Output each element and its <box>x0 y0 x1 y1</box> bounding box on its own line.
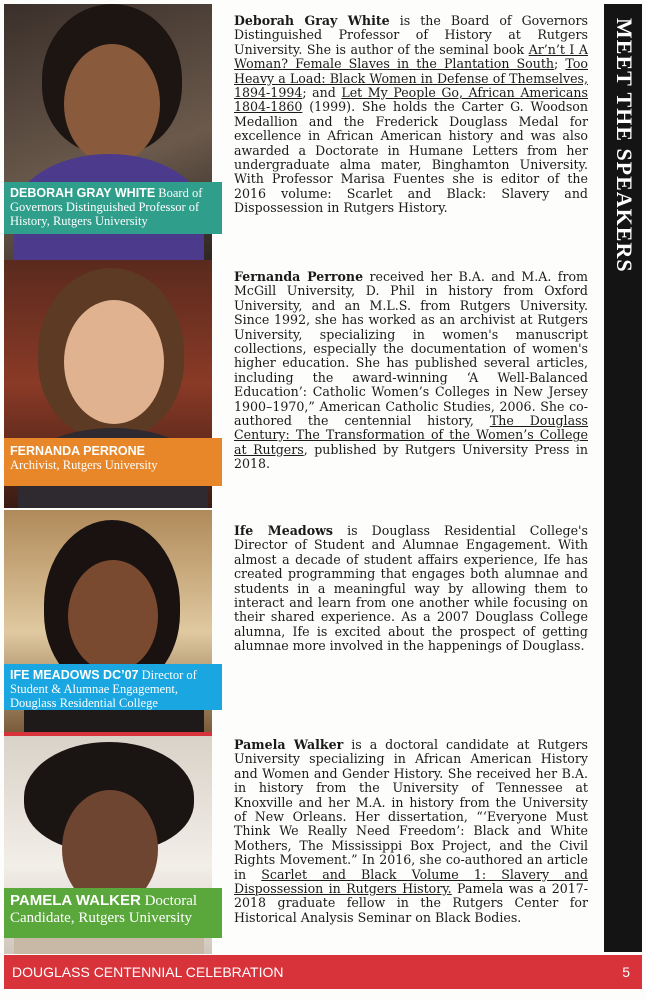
footer-title: DOUGLASS CENTENNIAL CELEBRATION <box>12 964 284 980</box>
speaker-caption-meadows <box>4 664 222 710</box>
bio-text: is a doctoral candidate at Rutgers University specializing in African American History and Women and Gender History. She received her B.A. in history from the University of Tennessee at Knoxville and her M.A. in history from the University of New Orleans. Her dissertation, “‘Everyone Must Think We Really Need Freedom’: Black and White Mothers, The Mississippi Box Project, and the Civil Rights Movement.” In 2016, she co-authored an article in <box>234 737 588 882</box>
bio-text: is the Board of Governors Distinguished Professor of History at Rutgers University. She is author of the seminal book <box>234 13 588 57</box>
page-number: 5 <box>622 964 630 980</box>
caption-role: Director of Student & Alumnae Engagement, Douglass Residential College <box>10 668 197 710</box>
caption-name: FERNANDA PERRONE <box>10 444 145 458</box>
footer-bar <box>4 955 642 989</box>
caption-role: Archivist, Rutgers University <box>10 458 158 472</box>
bio-text: ; <box>554 56 566 72</box>
bio-text: Pamela was a 2017-2018 graduate fellow in the Rutgers Center for Historical Analysis Seminar on Black Bodies. <box>234 881 588 925</box>
bio-name: Pamela Walker <box>234 737 344 752</box>
section-title: MEET THE SPEAKERS <box>612 18 637 273</box>
book-title: Let My People Go, African Americans 1804-1860 <box>234 85 588 115</box>
bio-text: is Douglass Residential College's Director of Student and Alumnae Engagement. With almost a decade of student affairs experience, Ife has created programming that engages both alumnae and students in a meaningful way by allowing them to interact and learn from one another while focusing on their shared experience. As a 2007 Douglass College alumna, Ife is excited about the prospect of getting alumnae more involved in the happenings of Douglass. <box>234 523 588 654</box>
bio-name: Ife Meadows <box>234 523 334 538</box>
bio-text: , published by Rutgers University Press in 2018. <box>234 441 588 472</box>
speaker-caption-perrone <box>4 438 222 486</box>
side-banner <box>604 4 642 952</box>
caption-name: DEBORAH GRAY WHITE <box>10 186 156 200</box>
bio-text: (1999). She holds the Carter G. Woodson Medallion and the Frederick Douglass Medal for excellence in African American history and was also awarded a Doctorate in Humane Letters from her undergraduate alma mater, Binghamton University. With Professor Marisa Fuentes she is editor of the 2016 volume: Scarlet and Black: Slavery and Dispossession in Rutgers History. <box>234 99 588 216</box>
bio-name: Fernanda Perrone <box>234 269 364 284</box>
caption-role: Doctoral Candidate, Rutgers University <box>10 893 198 926</box>
caption-name: IFE MEADOWS DC’07 <box>10 668 139 682</box>
speaker-caption-white <box>4 182 222 234</box>
bio-walker <box>234 738 588 925</box>
bio-text: received her B.A. and M.A. from McGill University, D. Phil in history from Oxford University, and an M.L.S. from Rutgers University. Since 1992, she has worked as an archivist at Rutgers University, specializing in women's manuscript collections, especially the documentation of women's higher education. She has published several articles, including the award-winning ‘A Well-Balanced Education’: Catholic Women’s Colleges in New Jersey 1900–1970,” American Catholic Studies, 2006. She co-authored the centennial history, <box>234 269 588 429</box>
bio-white <box>234 14 588 216</box>
bio-meadows <box>234 524 588 654</box>
caption-role: Board of Governors Distinguished Professor of History, Rutgers University <box>10 186 203 228</box>
book-title: The Douglass Century: The Transformation of the Women’s College at Rutgers <box>234 413 589 457</box>
bio-perrone <box>234 270 588 472</box>
speaker-caption-walker <box>4 888 222 938</box>
bio-name: Deborah Gray White <box>234 13 390 28</box>
book-title: Scarlet and Black Volume 1: Slavery and Dispossession in Rutgers History. <box>234 866 588 897</box>
book-title: Ar’n’t I A Woman? Female Slaves in the Plantation South <box>234 41 588 72</box>
book-title: Too Heavy a Load: Black Women in Defense of Themselves, 1894-1994 <box>234 56 589 101</box>
caption-name: PAMELA WALKER <box>10 892 141 909</box>
bio-text: ; and <box>302 85 342 101</box>
